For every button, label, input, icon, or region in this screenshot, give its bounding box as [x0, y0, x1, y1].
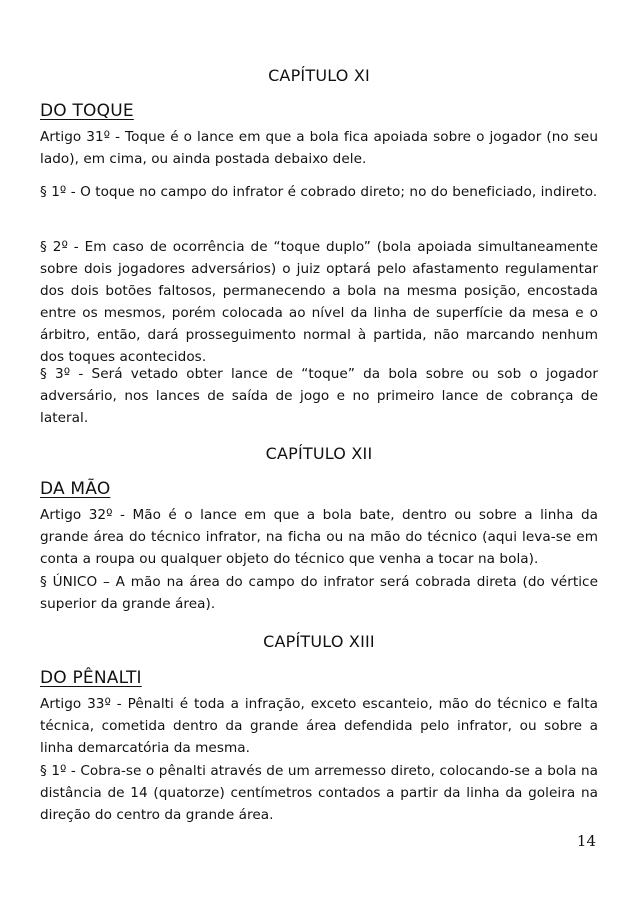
paragraph: Artigo 31º - Toque é o lance em que a bola fica apoiada sobre o jogador (no seu lado), em cima, ou ainda postada debaixo dele.	[40, 129, 598, 167]
chapter-title: CAPÍTULO XII	[265, 444, 373, 463]
chapter-title: CAPÍTULO XIII	[263, 632, 375, 651]
chapter-title: CAPÍTULO XI	[268, 66, 370, 85]
paragraph: § 1º - O toque no campo do infrator é cobrado direto; no do beneficiado, indireto.	[40, 184, 598, 200]
section-heading: DA MÃO	[40, 479, 111, 499]
paragraph: Artigo 33º - Pênalti é toda a infração, exceto escanteio, mão do técnico e falta técnica, cometida dentro da grande área defendida pelo infrator, ou sobre a linha demarcatória da mesma.	[40, 696, 598, 756]
paragraph: Artigo 32º - Mão é o lance em que a bola bate, dentro ou sobre a linha da grande área do técnico infrator, na ficha ou na mão do técnico (aqui leva-se em conta a roupa ou qualquer objeto do técnico que venha a tocar na bola).	[40, 507, 598, 567]
paragraph: § 3º - Será vetado obter lance de “toque” da bola sobre ou sob o jogador adversário, nos lances de saída de jogo e no primeiro lance de cobrança de lateral.	[40, 366, 598, 426]
page-number: 14	[576, 832, 596, 850]
paragraph: § ÚNICO – A mão na área do campo do infrator será cobrada direta (do vértice superior da grande área).	[40, 574, 598, 612]
section-heading: DO TOQUE	[40, 101, 134, 121]
paragraph: § 1º - Cobra-se o pênalti através de um arremesso direto, colocando-se a bola na distância de 14 (quatorze) centímetros contados a partir da linha da goleira na direção do centro da grande área.	[40, 763, 598, 823]
section-heading: DO PÊNALTI	[40, 668, 142, 688]
paragraph: § 2º - Em caso de ocorrência de “toque duplo” (bola apoiada simultaneamente sobre dois jogadores adversários) o juiz optará pelo afastamento regulamentar dos dois botões faltosos, permanecendo a bola na mesma posição, encostada entre os mesmos, porém colocada ao nível da linha de superfície da mesa e o árbitro, então, dará prosseguimento normal à partida, não marcando nenhum dos toques acontecidos.	[40, 239, 598, 365]
